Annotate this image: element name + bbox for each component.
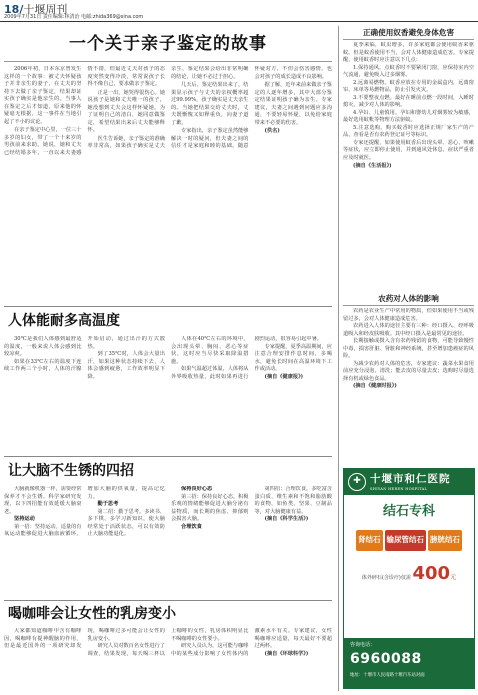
paragraph: 第一招：坚持运动。适量的有氧运动能够促进大脑血液循环，增加大脑的供氧量，提高记忆力。	[4, 486, 165, 538]
paragraph: 1.保持通风。点蚊香时不要紧闭门窗，应保持室内空气流通，避免吸入过多烟雾。	[343, 64, 474, 79]
subhead: 勤于思考	[97, 501, 119, 508]
article-title-temperature: 人体能耐多高温度	[8, 313, 120, 329]
paragraph: 据了解，近年来前来做亲子鉴定的人逐年增多，其中大部分鉴定结果证明孩子确为亲生。专家建议，夫妻之间遇到问题应多沟通，不要轻易怀疑，以免给家庭带来不必要的伤害。	[254, 82, 332, 126]
page-number: 18	[4, 3, 20, 16]
paragraph: 夏季来临，蚊虫增多，许多家庭都会使用蚊香来驱蚊。但是蚊香使用不当，会对人体健康造成危害。专家提醒，使用蚊香时应注意以下几点：	[343, 42, 474, 64]
divider	[4, 306, 332, 307]
paragraph: 长期接触或摄入含有农药残留的食物，可能导致慢性中毒，损害肝脏、肾脏和神经系统，甚至增加患癌症的风险。	[343, 338, 474, 360]
paragraph: 正是一出，她哭得很伤心。她说孩子是她和丈夫唯一的孩子，她没想到丈夫会这样怀疑她。为了证明自己的清白，她同意做鉴定，希望结果出来后丈夫能够释怀。	[87, 89, 165, 134]
paragraph: 研究人员认为，这可能与咖啡中的某些成分影响了女性体内的激素水平有关。专家建议，女性喝咖啡应适量，每天最好不要超过两杯。	[171, 628, 332, 657]
sidebar-title-mosquito-coil: 正确使用奴香避免身体危害	[343, 26, 474, 40]
divider	[4, 456, 332, 457]
hospital-logo-icon: ✚	[348, 473, 366, 491]
article-body-temperature	[4, 336, 332, 456]
article-title-parenthood: 一个关于亲子鉴定的故事	[4, 26, 332, 62]
sidebar-body-mosquito-coil	[343, 42, 474, 288]
phone-number: 6960088	[350, 651, 422, 668]
sidebar-title-pesticide: 农药对人体的影响	[343, 292, 474, 306]
paragraph: 2006年初，日本东京曾发生这样的一个故事：被丈夫怀疑孩子并非亲生的妻子，在丈夫的坚持下去做了亲子鉴定，结果却证实孩子确实是他亲生的。当事人在鉴定之后才知道，原来他的怀疑毫无根据，这一事件在当地引起了不小的议论。	[4, 66, 82, 125]
paragraph: 2.远离易燃物。蚊香应放在专用的金属盒内，远离窗帘、床单等易燃物品，防止引发火灾。	[343, 79, 474, 94]
byline: (摘自《科学生活》)	[264, 516, 309, 523]
paragraph: 农药是农业生产中常用的物质，但如果使用不当或残留过多，会对人体健康造成危害。	[343, 308, 474, 322]
paragraph: 几天后，鉴定结果出来了，结果显示孩子与丈夫的亲权概率超过99.99%，孩子确实是丈夫亲生的。当她把结果交给丈夫时，丈夫既惭愧又如释重负，向妻子道了歉。	[171, 82, 249, 126]
paragraph: 为减少农药对人体的危害，专家建议：蔬菜水果食用前应充分浸泡、清洗；能去皮的尽量去皮；选购时尽量选择有机或绿色食品。	[343, 360, 474, 382]
paragraph: 人体在40℃左右的环境中，会出现头晕、胸闷、恶心等症状，这时应当尽快采取降温措施。	[171, 336, 249, 365]
byline: (佚名)	[264, 128, 280, 135]
phone-label: 咨询电话：	[350, 642, 376, 648]
paragraph: 第三招：保持良好心态。积极乐观的情绪能够促进大脑分泌有益物质，而长期的焦虑、抑郁则会损害大脑。	[171, 493, 249, 523]
price-label: 体外碎石(含诊疗)仅需	[361, 574, 411, 581]
page-header: 18/十堰周刊	[4, 3, 68, 16]
paragraph: 30℃是我们人体感到最舒适的温度，一般来说人体会感到比较凉爽。	[4, 336, 82, 358]
paragraph: 第四招：合理饮食。多吃富含蛋白质、维生素和不饱和脂肪酸的食物，如鱼类、坚果、豆制品等，对大脑健康有益。	[254, 486, 332, 515]
paragraph: 大家都知道咖啡中含有咖啡因，喝咖啡有提神醒脑的作用，但是最近国外的一项研究却发现，喝咖啡过多可能会让女性的乳房变小。	[4, 628, 165, 650]
section-name: 十堰周刊	[23, 3, 68, 16]
byline: (摘自《环球科学》)	[264, 650, 309, 657]
byline: (摘自《生活报》)	[353, 162, 392, 169]
masthead	[0, 0, 478, 22]
price-unit: 元	[450, 573, 457, 581]
price-value: 400	[412, 562, 451, 584]
hospital-advertisement	[343, 468, 475, 689]
article-body-coffee	[4, 628, 332, 690]
paragraph: 大脑就像机器一样，需要经常保养才不会生锈。科学家研究发现，以下四招能有效延缓大脑衰老。	[4, 486, 82, 515]
paragraph: 专家还提醒，如果使用蚊香后出现头晕、恶心、咳嗽等症状，应立即停止使用，并到通风处休息，症状严重者应及时就医。	[343, 139, 474, 161]
paragraph: 4.孕妇、儿童慎用。孕妇和婴幼儿对烟雾较为敏感，最好选用蚊帐等物理方法驱蚊。	[343, 109, 474, 124]
paragraph: 5.注意选购。购买蚊香时应选择正规厂家生产的产品，查看是否有农药登记证号等标识。	[343, 124, 474, 139]
divider	[4, 600, 332, 601]
article-body-parenthood	[4, 66, 332, 304]
paragraph: 3.不要整夜点燃。最好在睡前点燃一段时间，入睡时熄灭，减少对人体的影响。	[343, 94, 474, 109]
paragraph: 专家提醒，夏季高温期间，应注意合理安排作息时间，多喝水，避免长时间在高温环境下工作或活动。	[254, 343, 332, 373]
ad-header	[344, 469, 474, 495]
address: 地址：十堰市人民南路十堰汽车站对面	[350, 672, 425, 678]
paragraph: 农药进入人体的途径主要有三种：经口摄入、经呼吸道吸入和经皮肤吸收。其中经口摄入是最常见的途径。	[343, 323, 474, 337]
main-column	[4, 26, 332, 691]
badge-bladder-stone: 膀胱结石	[428, 530, 462, 551]
subhead: 坚持运动	[14, 516, 35, 523]
paragraph: 如果气温超过体温，人体将从外界吸收热量，此时如果再进行剧烈运动，很容易引起中暑。	[171, 336, 322, 380]
paragraph: 如果在33℃左右的温度下连续工作两三个小时，人体的汗腺开始启动，通过出汗的方式散热。	[4, 336, 165, 373]
article-body-brain	[4, 486, 332, 598]
ad-badges	[344, 530, 474, 551]
paragraph: 到了35℃时，人体会大量出汗，如果这种状态持续下去，人体会感到疲惫，工作效率明显下降。	[87, 351, 165, 380]
article-title-coffee: 喝咖啡会让女性的乳房变小	[8, 606, 176, 622]
ad-contact	[344, 638, 474, 688]
sidebar-column	[338, 26, 474, 691]
article-title-brain: 让大脑不生锈的四招	[8, 463, 134, 479]
issue-meta: 2009年7月31日 责任编辑:林清治 电邮:zhida369@sina.com	[4, 14, 144, 20]
byline: (摘自《健康报》)	[264, 373, 304, 380]
ad-price	[344, 561, 474, 587]
subhead: 合理饮食	[181, 523, 202, 530]
subhead: 保持良好心态	[181, 486, 213, 492]
paragraph: 第二招：勤于思考。多读书、多下棋、多学习新知识，使大脑经常处于活跃状态，可以有效防止大脑功能退化。	[87, 508, 165, 538]
badge-kidney-stone: 肾结石	[356, 530, 383, 551]
paragraph: 医生告诉她，亲子鉴定的准确率非常高，如果孩子确实是丈夫亲生，鉴定结果会给出非常明确的结论，让她不必过于担心。	[87, 66, 249, 150]
hospital-name-en: SHIYAN HEREN HOSPITAL	[370, 487, 428, 491]
paragraph: 在亲子鉴定中心里，一位三十多岁的妇女，带了一个十来岁的男孩前来求助。她说，她和丈夫已经结婚多年，一直以来夫妻感情不错，但最近丈夫对孩子的态度突然变得冷淡，常常说孩子长得不像自己，要求做亲子鉴定。	[4, 66, 165, 156]
paragraph: 研究人员对数百名女性进行了调查，结果发现，每天喝三杯以上咖啡的女性，乳房体积明显比不喝咖啡的女性要小。	[87, 628, 249, 657]
byline: (摘自《健康时报》)	[353, 383, 397, 390]
ad-specialty: 结石专科	[382, 504, 435, 519]
paragraph: 专家指出，亲子鉴定虽然能够解决一时的疑问，但夫妻之间的信任才是家庭和睦的基础。随意怀疑对方，不但会伤害感情，也会对孩子的成长造成不良影响。	[171, 66, 332, 150]
sidebar-body-pesticide	[343, 308, 474, 458]
badge-ureter-stone: 输尿管结石	[385, 530, 427, 551]
hospital-name: 十堰市和仁医院	[370, 472, 451, 485]
